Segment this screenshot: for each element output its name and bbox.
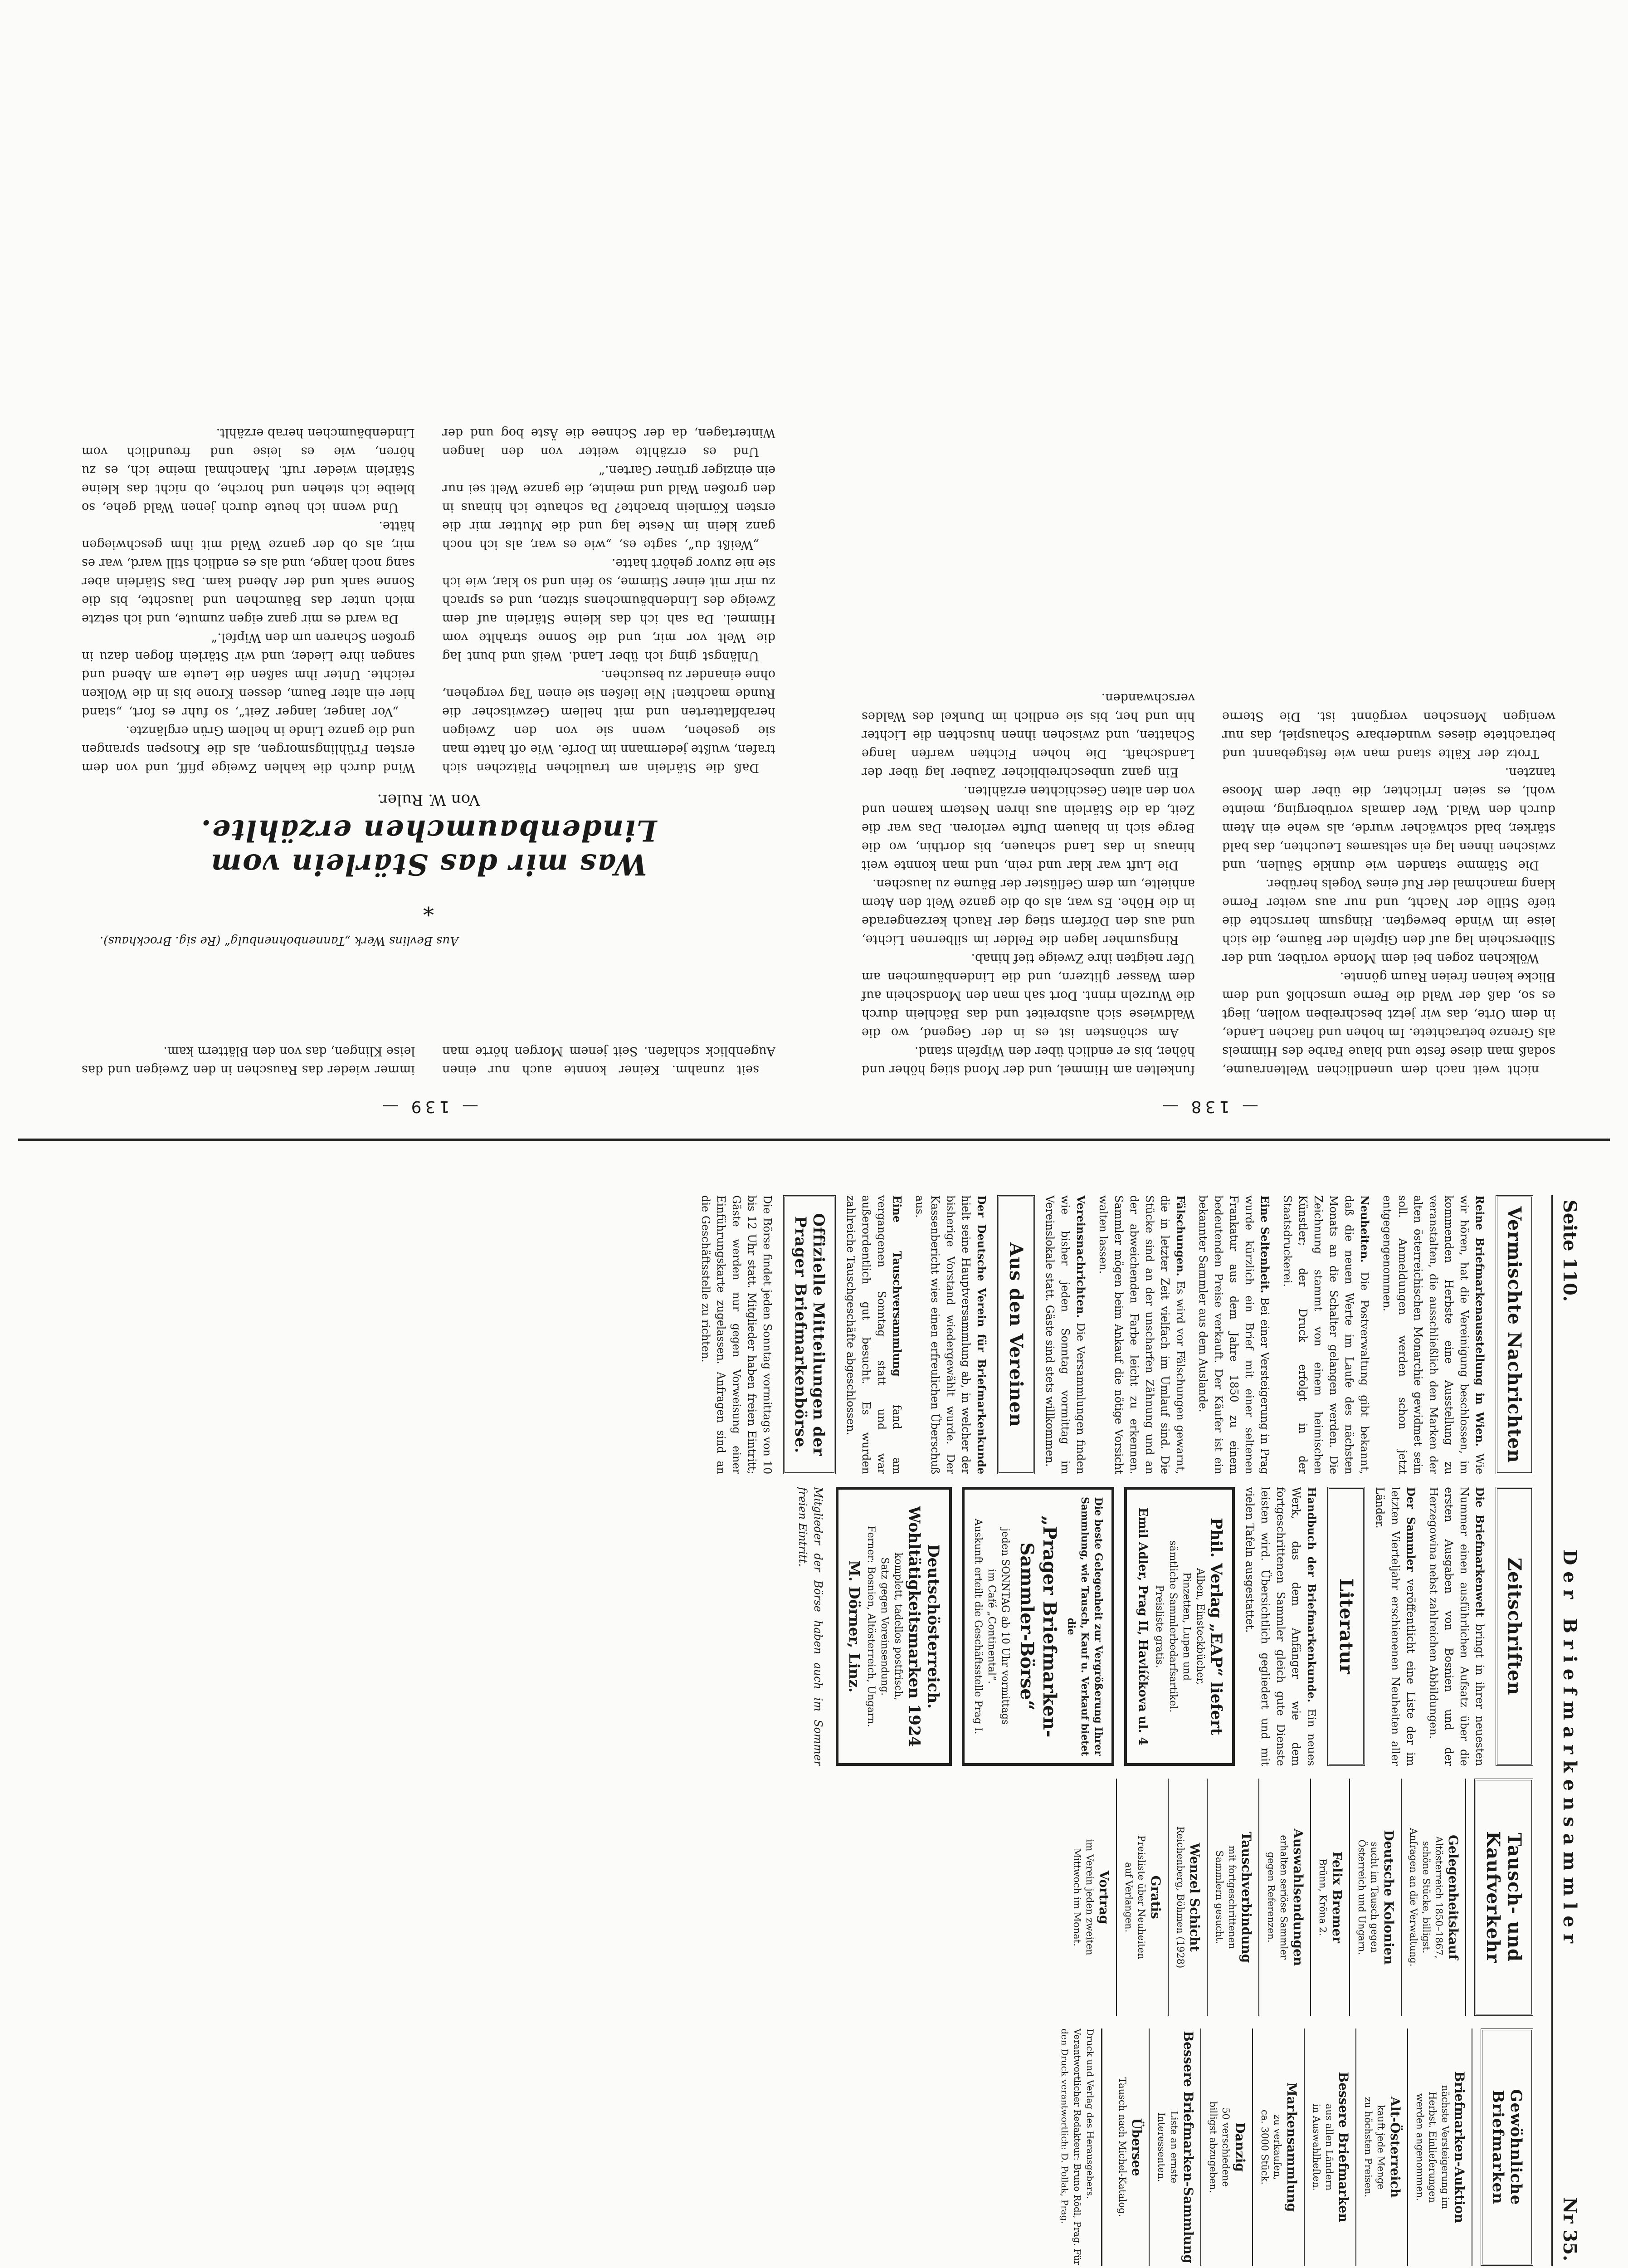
paragraph: Da ward es mir ganz eigen zumute, und ich setzte mich unter das Bäumchen und lauschte, bis die Sonne sank und der Abend kam. Das Stärlein aber sang noch lange, und als es endlich still ward, war es mir, als ob der ganze Wald mit ihm geschwiegen hätte. bbox=[82, 519, 415, 626]
running-head bbox=[1551, 1195, 1580, 2266]
page-138 bbox=[862, 59, 1555, 1116]
item-lead: Eine Tauschversammlung bbox=[891, 1195, 904, 1377]
ad-line: Ferner: Bosnien, Altösterreich, Ungarn. bbox=[865, 1525, 877, 1727]
ad-big-title: „Prager Briefmarken-Sammler-Börse“ bbox=[1016, 1515, 1060, 1738]
ad-title: Deutschösterreich. Wohltätigkeitsmarken 1924 bbox=[905, 1506, 942, 1747]
classified-line: 50 verschiedene bbox=[1220, 2107, 1231, 2187]
classified-line: sucht im Tausch gegen bbox=[1369, 1842, 1380, 1953]
official-notice-heading: Offizielle Mitteilungen der Prager Briefmarkenbörse. bbox=[783, 1195, 836, 1474]
paragraph: Ringsumher lagen die Felder im silbernen Lichte, und aus den Dörfern stieg der Rauch kerzengerade in die Höhe. Es war, als ob die ganze Welt den Atem anhielte, um dem Geflüster der Bäume zu lauschen. bbox=[862, 877, 1195, 947]
item-text: bringt in ihrer neuesten Nummer einen ausführlichen Aufsatz über die ersten Ausgaben von Bosnien und der Herzegowina nebst zahlreichen Abbildungen. bbox=[1427, 1487, 1486, 1766]
ad-signature: M. Dörner, Linz. bbox=[846, 1560, 863, 1693]
classified-line: erhalten seriöse Sammler bbox=[1278, 1835, 1289, 1960]
page-number-138: — 138 — bbox=[1159, 1097, 1258, 1116]
page-label: Seite 110. bbox=[1559, 1200, 1580, 1302]
classified-line: Altösterreich 1850–1867, bbox=[1433, 1836, 1444, 1959]
paragraph: Wölkchen zogen bei dem Monde vorüber, und der Silberschein lag auf den Gipfeln der Bäume, die sich leise im Winde bewegten. Ringsum herrschte die tiefe Stille der Nacht, und nur aus weiter Ferne klang manchmal der Ruf eines Vogels herüber. bbox=[1222, 877, 1555, 965]
classified-title: Gratis bbox=[1148, 1875, 1163, 1919]
item-lead: Handbuch der Briefmarkenkunde. bbox=[1305, 1487, 1318, 1703]
item-lead: Der Deutsche Verein für Briefmarkenkunde bbox=[975, 1195, 988, 1475]
imprint-footer: Druck und Verlag des Herausgebers. Verantwortlicher Redakteur: Bruno Rödl, Prag. Für den Druck verantwortlich: D. Pollak, Prag. bbox=[1058, 2028, 1102, 2266]
classified-title: Vortrag bbox=[1097, 1870, 1111, 1924]
quote-source: Aus Bevlins Werk „Tannenbohnenbulg“ (Re sig. Brockhaus). bbox=[100, 934, 458, 948]
section-heading: Tausch- und Kaufverkehr bbox=[1474, 1779, 1533, 2016]
story-byline: Von W. Ruler. bbox=[377, 791, 480, 809]
classified-title: Felix Bremer bbox=[1330, 1851, 1345, 1943]
item-text: hielt seine Hauptversammlung ab, in welcher der bisherige Vorstand wiedergewählt wurde. Der Kassenbericht wies einen erfreulichen Überschuß aus. bbox=[913, 1195, 972, 1475]
ad-line: komplett, tadellos postfrisch, bbox=[892, 1552, 904, 1701]
classified-ad bbox=[1350, 1779, 1402, 2016]
classified-line: nächste Versteigerung im bbox=[1440, 2085, 1451, 2209]
classified-line: Reichenberg, Böhmen (1928) bbox=[1175, 1826, 1186, 1969]
advertisement-verlag bbox=[1124, 1487, 1235, 1766]
paragraph: Am schönsten ist es in der Gegend, wo die Waldwiese sich ausbreitet und das Bächlein durch die Wurzeln rinnt. Dort sah man den Mondschein auf dem Wasser glitzern, und die Lindenbäumchen am Ufer neigten ihre Zweige tief hinab. bbox=[862, 951, 1195, 1040]
column-news bbox=[52, 1195, 1540, 1474]
item-text: Ein neues Werk, das dem Anfänger wie dem fortgeschrittenen Sammler gleich gute Dienste leisten wird. Übersichtlich gegliedert und mit vielen Tafeln ausgestattet. bbox=[1243, 1487, 1318, 1766]
upside-down-spread bbox=[82, 59, 1555, 1116]
ad-intro: Die beste Gelegenheit zur Vergrößerung Ihrer Sammlung, wie Tausch, Kauf u. Verkauf bietet die bbox=[1065, 1496, 1104, 1756]
column-classifieds-b bbox=[52, 2028, 1540, 2266]
classified-ad bbox=[1305, 2028, 1356, 2266]
item-lead: Der Sammler bbox=[1404, 1487, 1418, 1572]
classified-line: Tausch nach Michel-Katalog. bbox=[1117, 2077, 1128, 2217]
classified-line: Mittwoch im Monat. bbox=[1072, 1848, 1082, 1946]
classified-line: Liste an ernste bbox=[1169, 2111, 1180, 2184]
classified-ad bbox=[1408, 2028, 1472, 2266]
classified-title: Markensammlung bbox=[1284, 2082, 1299, 2212]
classified-title: Danzig bbox=[1233, 2122, 1248, 2172]
paragraph: „Vor langer, langer Zeit“, so fuhr es fort, „stand hier ein alter Baum, dessen Krone bis in die Wolken reichte. Unter ihm saßen die Leute am Abend und sangen ihre Lieder, und wir Stärlein flogen dazu in großen Scharen um den Wipfel.“ bbox=[82, 631, 415, 719]
classified-line: billigst abzugeben. bbox=[1208, 2101, 1219, 2193]
news-item bbox=[912, 1195, 989, 1474]
advertisement-wohltaetigkeitsmarken bbox=[836, 1487, 952, 1766]
classified-title: Übersee bbox=[1129, 2118, 1144, 2176]
classified-ad bbox=[1201, 2028, 1253, 2266]
classified-line: zu verkaufen, bbox=[1272, 2114, 1283, 2180]
classified-ad bbox=[1311, 1779, 1350, 2016]
half-divider-rule bbox=[18, 1139, 1610, 1141]
classified-title: Bessere Briefmarken-Sammlung bbox=[1181, 2031, 1196, 2263]
classified-ad bbox=[1150, 2028, 1201, 2266]
classified-ad bbox=[1111, 2028, 1150, 2266]
classified-line: zu höchsten Preisen. bbox=[1363, 2097, 1374, 2198]
page-number-139: — 139 — bbox=[379, 1097, 478, 1116]
paragraph: Trotz der Kälte stand man wie festgebannt und betrachtete dieses wunderbare Schauspiel, das nur wenigen Menschen vergönnt ist. Die Sterne funkelten am Himmel, und der Mond stieg höher und höher, bis er endlich über den Wipfeln stand. bbox=[862, 709, 1555, 1077]
page-139 bbox=[82, 59, 775, 1116]
classified-ad bbox=[1208, 1779, 1259, 2016]
section-heading: Aus den Vereinen bbox=[997, 1195, 1035, 1474]
classified-title: Briefmarken-Auktion bbox=[1452, 2071, 1467, 2223]
classified-ad bbox=[1169, 1779, 1208, 2016]
paragraph: Und es erzählte weiter von den langen Wintertagen, da der Schnee die Äste bog und der Wind durch die kahlen Zweige pfiff, und von dem ersten Frühlingsmorgen, als die Knospen sprangen und die ganze Linde in hellem Grün erglänzte. bbox=[82, 426, 775, 775]
paragraph: Die Stämme standen wie dunkle Säulen, und zwischen ihnen lag ein seltsames Leuchten, das bald stärker, bald schwächer wurde, als wehe ein Atem durch den Wald. Wer damals vorüberging, meinte wohl, es seien Irrlichter, die über dem Moose tanzten. bbox=[1222, 765, 1555, 872]
ad-footer: Emil Adler, Prag II, Havlíčkova ul. 4 bbox=[1136, 1507, 1150, 1745]
classified-title: Deutsche Kolonien bbox=[1381, 1830, 1396, 1965]
section-heading: Vermischte Nachrichten bbox=[1496, 1195, 1533, 1474]
ad-line: sämtliche Sammlerbedarfsartikel. bbox=[1167, 1540, 1179, 1713]
news-item bbox=[1372, 1487, 1418, 1766]
news-item bbox=[1280, 1195, 1372, 1474]
item-text: Es wird vor Fälschungen gewarnt, die in letzter Zeit vielfach im Umlauf sind. Die Stücke sind an der unscharfen Zähnung und an der abweichenden Farbe leicht zu erkennen. Sammler mögen beim Ankauf die nötige Vorsicht walten lassen. bbox=[1097, 1195, 1187, 1475]
classified-line: auf Verlangen. bbox=[1123, 1862, 1134, 1933]
news-item bbox=[1426, 1487, 1487, 1766]
classified-title: Bessere Briefmarken bbox=[1336, 2072, 1351, 2223]
classified-line: im Verein jeden zweiten bbox=[1084, 1839, 1095, 1955]
story-title: Was mir das Stärlein vom Lindenbaumchen erzählte. bbox=[200, 813, 657, 881]
section-heading: Gewöhnliche Briefmarken bbox=[1481, 2028, 1533, 2266]
item-text: fand am vergangenen Sonntag statt und war außerordentlich gut besucht. Es wurden zahlreiche Tauschgeschäfte abgeschlossen. bbox=[844, 1195, 903, 1475]
ad-line: Preisliste gratis. bbox=[1154, 1585, 1165, 1668]
ad-title: Phil. Verlag „EAP“ liefert bbox=[1207, 1518, 1225, 1735]
paragraph: nicht weit nach dem unendlichen Weltenraume, sodaß man diese feste und blaue Farbe des Himmels als Grenze betrachtete. Im hohen und flachen Lande, in dem Orte, das wir jetzt beschreiben wollen, liegt es so, daß der Wald die Ferne umschloß und dem Blicke keinen freien Raum gönnte. bbox=[1222, 970, 1555, 1077]
news-item bbox=[1379, 1195, 1487, 1474]
classified-title: Alt-Österreich bbox=[1388, 2096, 1403, 2198]
item-lead: Eine Seltenheit. bbox=[1258, 1195, 1272, 1294]
page-columns bbox=[52, 1195, 1540, 2266]
classified-line: Sammlern gesucht. bbox=[1214, 1850, 1225, 1945]
ad-line: Pinzetten, Lupen und bbox=[1181, 1572, 1192, 1681]
journal-title: Der Briefmarkensammler bbox=[1559, 1549, 1580, 1950]
classified-line: ca. 3000 Stück. bbox=[1259, 2109, 1270, 2185]
paragraph: Die Luft war klar und rein, und man konnte weit hinaus in das Land schauen, bis dorthin, wo die Berge sich in blauem Dufte verloren. Das war die Zeit, da die Stärlein aus ihren Nestern kamen und von den alten Geschichten erzählten. bbox=[862, 784, 1195, 872]
classified-line: Anfragen an die Verwaltung. bbox=[1408, 1828, 1419, 1967]
item-text: veröffentlicht eine Liste der im letzten Vierteljahr erschienenen Neuheiten aller Länder. bbox=[1374, 1487, 1417, 1766]
news-item bbox=[1195, 1195, 1272, 1474]
story-text-right-top bbox=[82, 952, 775, 1079]
classified-ad bbox=[1065, 1779, 1117, 2016]
ad-line: jeden SONNTAG ab 10 Uhr vormittags bbox=[999, 1528, 1011, 1725]
news-item bbox=[1096, 1195, 1188, 1474]
classified-title: Wenzel Schicht bbox=[1187, 1843, 1202, 1952]
classified-line: werden angenommen. bbox=[1414, 2093, 1425, 2201]
classified-line: Herbst. Einlieferungen bbox=[1427, 2092, 1438, 2203]
classified-line: Preisliste über Neuheiten bbox=[1136, 1835, 1147, 1960]
news-item bbox=[1042, 1195, 1088, 1474]
classified-ad bbox=[1259, 1779, 1311, 2016]
official-notice-text: Die Börse findet jeden Sonntag vormittags von 10 bis 12 Uhr statt. Mitglieder haben freien Eintritt; Gäste werden nur gegen Vorweisung einer Einführungskarte zugelassen. Anfragen sind an die Geschäftsstelle zu richten. bbox=[699, 1195, 774, 1475]
classified-ad bbox=[1117, 1779, 1169, 2016]
classified-line: in Auswahlheften. bbox=[1311, 2103, 1322, 2191]
rotated-newspaper-page bbox=[48, 1195, 1580, 2266]
paragraph: Daß die Stärlein am traulichen Plätzchen sich trafen, wußte jedermann im Dorfe. Wie oft hatte man sie gesehen, wenn sie von den Zweigen herabflatterten und mit hellem Gezwitscher die Runde machten! Nie ließen sie einen Tag vergehen, ohne einander zu besuchen. bbox=[442, 668, 775, 775]
item-text: Die Versammlungen finden wie bisher jeden Sonntag vormittag im Vereinslokale statt. Gäste sind stets willkommen. bbox=[1043, 1195, 1087, 1475]
ad-line: Auskunft erteilt die Geschäftsstelle Prag I. bbox=[972, 1518, 984, 1735]
classified-line: Österreich und Ungarn. bbox=[1356, 1839, 1367, 1955]
news-item bbox=[1242, 1487, 1319, 1766]
classified-ad bbox=[1253, 2028, 1305, 2266]
item-text: Wie wir hören, hat die Vereinigung beschlossen, im kommenden Herbste eine Ausstellung zu veranstalten, die ausschließlich den Marken der alten österreichischen Monarchie gewidmet sein soll. Anmeldungen werden schon jetzt entgegengenommen. bbox=[1381, 1195, 1486, 1475]
section-heading: Literatur bbox=[1327, 1487, 1365, 1766]
classified-line: gegen Referenzen. bbox=[1266, 1852, 1277, 1943]
classified-title: Gelegenheitskauf bbox=[1446, 1835, 1461, 1960]
story-text-right bbox=[82, 424, 775, 777]
ad-line: Alben, Einsteckbücher, bbox=[1194, 1568, 1206, 1685]
item-lead: Die Briefmarkenwelt bbox=[1473, 1487, 1487, 1618]
paragraph: Unlängst ging ich über Land. Weiß und bunt lag die Welt vor mir, und die Sonne strahlte vom Himmel. Da sah ich das kleine Stärlein auf dem Zweige des Lindenbäumchens sitzen, und es sprach zu mir mit einer Stimme, so fein und so klar, wie ich sie nie zuvor gehört hatte. bbox=[442, 556, 775, 663]
ad-line: im Café „Continental“. bbox=[986, 1569, 997, 1684]
story-text-left bbox=[862, 689, 1555, 1079]
paragraph: „Weißt du“, sagte es, „wie es war, als ich noch ganz klein im Neste lag und die Mutter mir die ersten Körnlein brachte? Da schaute ich hinaus in den großen Wald und meinte, die ganze Welt sei nur ein einziger grüner Garten.“ bbox=[442, 463, 775, 552]
ornament-star: * bbox=[423, 895, 434, 920]
item-text: Bei einer Versteigerung in Prag wurde kürzlich ein Brief mit einer seltenen Frankatur aus dem Jahre 1850 zu einem bedeutenden Preise verkauft. Der Käufer ist ein bekannter Sammler aus dem Auslande. bbox=[1197, 1195, 1271, 1475]
item-lead: Vereinsnachrichten. bbox=[1074, 1195, 1087, 1318]
classified-line: mit fortgeschrittenen bbox=[1227, 1845, 1238, 1949]
classified-line: Brünn, Kröna 2. bbox=[1317, 1858, 1328, 1936]
advertisement-boerse bbox=[962, 1487, 1114, 1766]
item-lead: Neuheiten. bbox=[1358, 1195, 1371, 1263]
ad-line: Satz gegen Voreinsendung. bbox=[879, 1557, 890, 1696]
paragraph: Ein ganz unbeschreiblicher Zauber lag über der Landschaft. Die hohen Fichten warfen lange Schatten, und zwischen ihnen huschten die Lichter hin und her, bis sie endlich im Dunkel des Waldes verschwanden. bbox=[862, 691, 1195, 779]
item-text: Die Postverwaltung gibt bekannt, daß die neuen Werte im Laufe des nächsten Monats an die Schalter gelangen werden. Die Zeichnung stammt von einem heimischen Künstler; der Druck erfolgt in der Staatsdruckerei. bbox=[1281, 1195, 1371, 1475]
item-lead: Reine Briefmarkenausstellung in Wien. bbox=[1473, 1195, 1487, 1447]
classified-ad bbox=[1356, 2028, 1408, 2266]
section-heading: Zeitschriften bbox=[1496, 1487, 1533, 1766]
item-lead: Fälschungen. bbox=[1174, 1195, 1187, 1276]
classified-line: Interessenten. bbox=[1156, 2112, 1167, 2182]
paragraph: seit zunahm. Keiner konnte auch nur einen Augenblick schlafen. Seit jenem Morgen hörte man immer wieder das Rauschen in den Zweigen und das leise Klingen, das von den Blättern kam. bbox=[82, 1044, 775, 1077]
news-item bbox=[843, 1195, 905, 1474]
classified-title: Tauschverbindung bbox=[1239, 1832, 1254, 1963]
classified-line: schöne Stücke, billigst. bbox=[1421, 1841, 1432, 1954]
issue-number: Nr 35. bbox=[1559, 2197, 1580, 2261]
paragraph: Und wenn ich heute durch jenen Wald gehe, so bleibe ich stehen und horche, ob nicht das kleine Stärlein wieder ruft. Manchmal meine ich, es zu hören, wie es leise und freundlich vom Lindenbäumchen herab erzählt. bbox=[82, 426, 415, 514]
column-classifieds-a bbox=[52, 1779, 1540, 2016]
classified-title: Auswahlsendungen bbox=[1291, 1828, 1306, 1966]
classified-ad bbox=[1402, 1779, 1466, 2016]
classified-line: kauft jede Menge bbox=[1375, 2105, 1386, 2190]
notice-line: Mitglieder der Börse haben auch im Sommer freien Eintritt. bbox=[796, 1487, 824, 1766]
column-literature-ads bbox=[52, 1487, 1540, 1766]
classified-line: aus allen Ländern bbox=[1324, 2103, 1335, 2191]
